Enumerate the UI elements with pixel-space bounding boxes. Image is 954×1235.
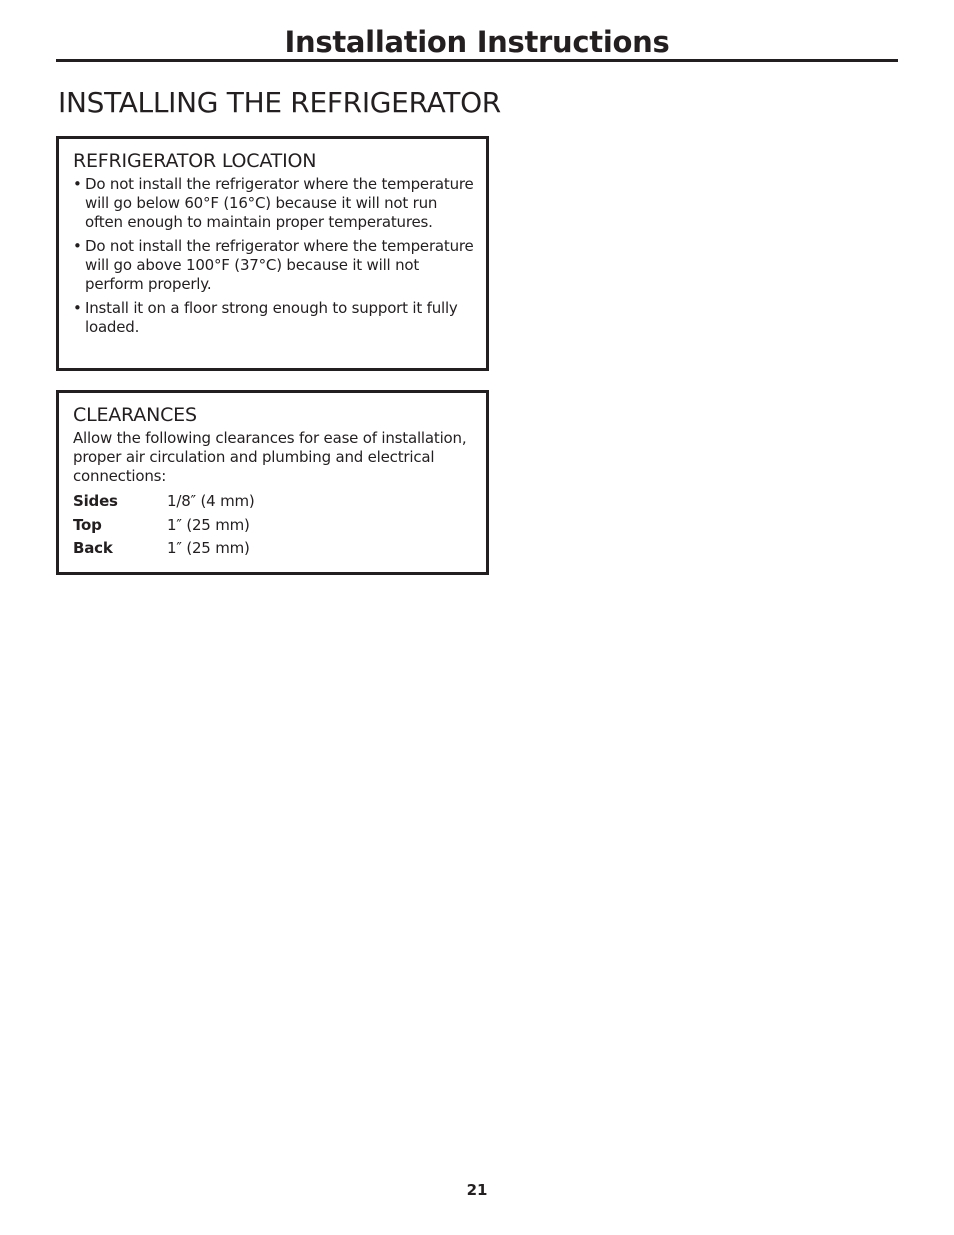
clearance-row-top [73,514,474,538]
refrigerator-location-box [56,136,489,371]
location-bullet-list [73,175,474,337]
section-title: INSTALLING THE REFRIGERATOR [58,86,501,119]
page-number: 21 [466,1181,488,1199]
header-rule [56,59,898,62]
clearance-value: 1″ (25 mm) [167,515,250,534]
clearance-value: 1/8″ (4 mm) [167,492,255,510]
bullet-icon: • [73,237,82,255]
location-bullet-text: Do not install the refrigerator where the temperature will go above 100°F (37°C) because it will not perform properly. [85,237,474,293]
clearance-label: Top [73,515,102,534]
location-bullet-text: Install it on a floor strong enough to support it fully loaded. [85,299,458,336]
clearance-label: Sides [73,492,118,510]
bullet-icon: • [73,175,82,193]
clearance-row-back [73,537,474,561]
location-bullet-text: Do not install the refrigerator where the temperature will go below 60°F (16°C) because it will not run often enough to maintain proper temperatures. [85,175,474,231]
header-title: Installation Instructions [284,25,670,59]
clearance-row-sides [73,490,474,514]
location-bullet-item [73,237,474,294]
clearance-value: 1″ (25 mm) [167,539,250,557]
location-bullet-item [73,175,474,232]
clearance-label: Back [73,539,113,557]
bullet-icon: • [73,299,82,317]
clearances-box [56,390,489,575]
clearances-heading: CLEARANCES [73,404,197,426]
location-bullet-item [73,299,474,337]
clearances-intro: Allow the following clearances for ease of installation, proper air circulation and plumbing and electrical connections: [73,429,467,485]
refrigerator-location-heading: REFRIGERATOR LOCATION [73,150,317,172]
